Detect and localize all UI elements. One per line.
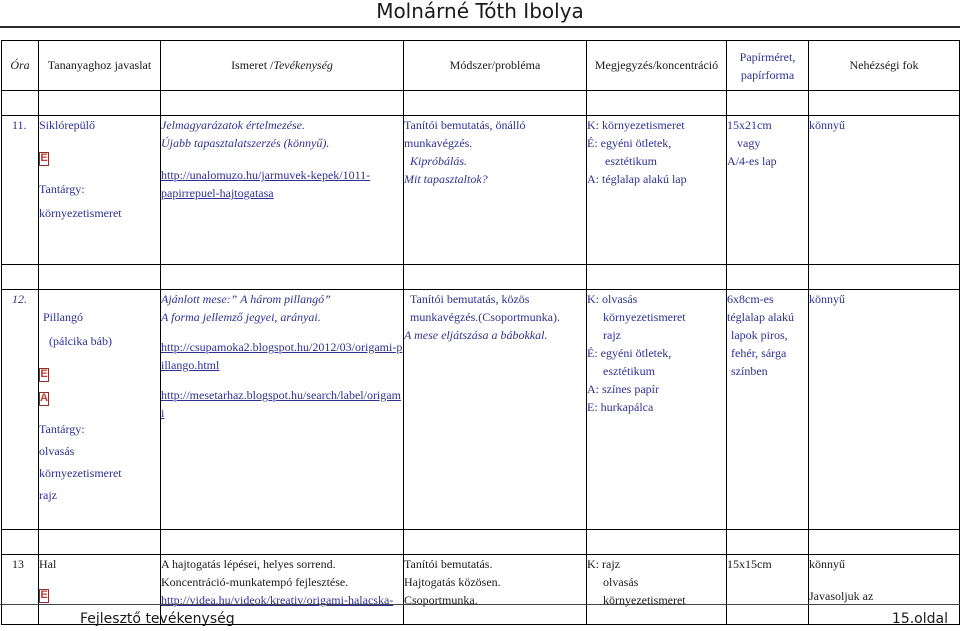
megjegyzes-line: környezetismeret bbox=[603, 310, 686, 324]
papir-line: téglalap alakú bbox=[727, 310, 794, 324]
megjegyzes-line: A: színes papír bbox=[587, 382, 659, 396]
table-row bbox=[2, 116, 960, 265]
col-header-ismeret-label: Ismeret / bbox=[231, 58, 274, 72]
tantargy-label: Tantárgy: bbox=[39, 182, 85, 196]
row-number: 11. bbox=[2, 116, 39, 265]
col-header-papir bbox=[727, 41, 809, 91]
footer-page-number: 15.oldal bbox=[891, 611, 948, 627]
ismeret-line: A forma jellemző jegyei, arányai. bbox=[161, 310, 321, 324]
megjegyzes-line: esztétikum bbox=[603, 364, 655, 378]
e-badge-icon: E bbox=[40, 589, 48, 601]
papir-cell bbox=[727, 290, 809, 530]
title-divider bbox=[0, 26, 960, 28]
megjegyzes-line: K: környezetismeret bbox=[587, 118, 685, 132]
subject-item: környezetismeret bbox=[39, 466, 122, 480]
col-header-ismeret bbox=[161, 41, 404, 91]
megjegyzes-cell bbox=[587, 290, 727, 530]
nehezseg-line: könnyű bbox=[809, 557, 845, 571]
table-row bbox=[2, 290, 960, 530]
lesson-table bbox=[1, 40, 960, 625]
modszer-line: Mit tapasztaltok? bbox=[404, 172, 488, 186]
row-number: 13 bbox=[2, 555, 39, 625]
col-header-papir-line2: papírforma bbox=[740, 67, 795, 82]
papir-line: vagy bbox=[737, 136, 761, 150]
ismeret-line: Ajánlott mese:” A három pillangó” bbox=[161, 292, 331, 306]
topic-subtitle: (pálcika báb) bbox=[49, 334, 112, 348]
col-header-modszer: Módszer/probléma bbox=[404, 41, 587, 91]
papir-line: lapok piros, bbox=[731, 328, 788, 342]
megjegyzes-line: K: rajz bbox=[587, 557, 620, 571]
ismeret-cell bbox=[161, 290, 404, 530]
modszer-line: munkavégzés. bbox=[404, 136, 473, 150]
subject-item: környezetismeret bbox=[39, 206, 122, 220]
spacer-row bbox=[2, 530, 960, 555]
modszer-line: Tanítói bemutatás. bbox=[404, 557, 493, 571]
page-footer bbox=[0, 604, 960, 631]
modszer-line: A mese eljátszása a bábokkal. bbox=[404, 328, 548, 342]
papir-line: 15x21cm bbox=[727, 118, 772, 132]
megjegyzes-line: olvasás bbox=[603, 575, 639, 589]
row-topic bbox=[39, 290, 161, 530]
page-title: Molnárné Tóth Ibolya bbox=[376, 0, 584, 23]
megjegyzes-line: rajz bbox=[603, 328, 621, 342]
resource-link[interactable]: http://mesetarhaz.blogspot.hu/search/label/origami bbox=[161, 388, 401, 420]
papir-line: színben bbox=[731, 364, 768, 378]
e-badge-icon: E bbox=[40, 368, 48, 380]
papir-line: 6x8cm-es bbox=[727, 292, 774, 306]
col-header-ora: Óra bbox=[2, 41, 39, 91]
megjegyzes-line: környezetismeret bbox=[603, 593, 686, 607]
papir-cell bbox=[727, 116, 809, 265]
nehezseg-cell: könnyű bbox=[809, 116, 960, 265]
megjegyzes-line: A: téglalap alakú lap bbox=[587, 172, 687, 186]
topic-name: Pillangó bbox=[43, 310, 84, 324]
footer-section-title: Fejlesztő tevékenység bbox=[80, 611, 235, 627]
nehezseg-line: Javasoljuk az bbox=[809, 589, 874, 603]
modszer-line: Tanítói bemutatás, önálló bbox=[404, 118, 526, 132]
megjegyzes-line: K: olvasás bbox=[587, 292, 638, 306]
tantargy-label: Tantárgy: bbox=[39, 422, 85, 436]
modszer-line: Hajtogatás közösen. bbox=[404, 575, 501, 589]
megjegyzes-cell bbox=[587, 116, 727, 265]
badge-group bbox=[39, 148, 160, 166]
col-header-javaslat: Tananyaghoz javaslat bbox=[39, 41, 161, 91]
topic-name: Hal bbox=[39, 557, 57, 571]
megjegyzes-line: E: hurkapálca bbox=[587, 400, 654, 414]
row-number: 12. bbox=[2, 290, 39, 530]
subject-item: rajz bbox=[39, 488, 57, 502]
megjegyzes-line: É: egyéni ötletek, bbox=[587, 346, 672, 360]
badge-group bbox=[39, 585, 160, 603]
col-header-tevekenyseg-label: Tevékenység bbox=[273, 58, 333, 72]
papir-line: fehér, sárga bbox=[731, 346, 787, 360]
resource-link[interactable]: http://csupamoka2.blogspot.hu/2012/03/origami-pillango.html bbox=[161, 340, 403, 372]
modszer-line: Kipróbálás. bbox=[410, 154, 468, 168]
ismeret-line: A hajtogatás lépései, helyes sorrend. bbox=[161, 557, 336, 571]
modszer-line: munkavégzés.(Csoportmunka). bbox=[410, 310, 560, 324]
papir-line: A/4-es lap bbox=[727, 154, 777, 168]
papir-line: 15x15cm bbox=[727, 557, 772, 571]
e-badge-icon: E bbox=[40, 152, 48, 164]
col-header-nehezseg: Nehézségi fok bbox=[809, 41, 960, 91]
col-header-papir-line1: Papírméret, bbox=[739, 49, 796, 64]
modszer-cell bbox=[404, 116, 587, 265]
nehezseg-cell: könnyű bbox=[809, 290, 960, 530]
topic-name: Siklórepülő bbox=[39, 118, 95, 132]
ismeret-line: Koncentráció-munkatempó fejlesztése. bbox=[161, 575, 349, 589]
resource-link[interactable]: http://unalomuzo.hu/jarmuvek-kepek/1011-papirrepuel-hajtogatasa bbox=[161, 168, 371, 200]
row-topic bbox=[39, 116, 161, 265]
ismeret-line: Jelmagyarázatok értelmezése. bbox=[161, 118, 305, 132]
ismeret-cell bbox=[161, 116, 404, 265]
badge-group bbox=[39, 364, 160, 406]
subject-item: olvasás bbox=[39, 444, 75, 458]
resource-link[interactable]: http://videa.hu/videok/kreativ/origami-halacska- bbox=[161, 593, 394, 607]
ismeret-line: Újabb tapasztalatszerzés (könnyű). bbox=[161, 136, 330, 150]
a-badge-icon: A bbox=[40, 392, 48, 404]
modszer-cell bbox=[404, 290, 587, 530]
modszer-line: Csoportmunka. bbox=[404, 593, 478, 607]
table-header-row bbox=[2, 41, 960, 91]
col-header-megjegyzes: Megjegyzés/koncentráció bbox=[587, 41, 727, 91]
megjegyzes-line: É: egyéni ötletek, bbox=[587, 136, 672, 150]
spacer-row bbox=[2, 91, 960, 116]
spacer-row bbox=[2, 265, 960, 290]
modszer-line: Tanítói bemutatás, közös bbox=[410, 292, 530, 306]
megjegyzes-line: esztétikum bbox=[605, 154, 657, 168]
